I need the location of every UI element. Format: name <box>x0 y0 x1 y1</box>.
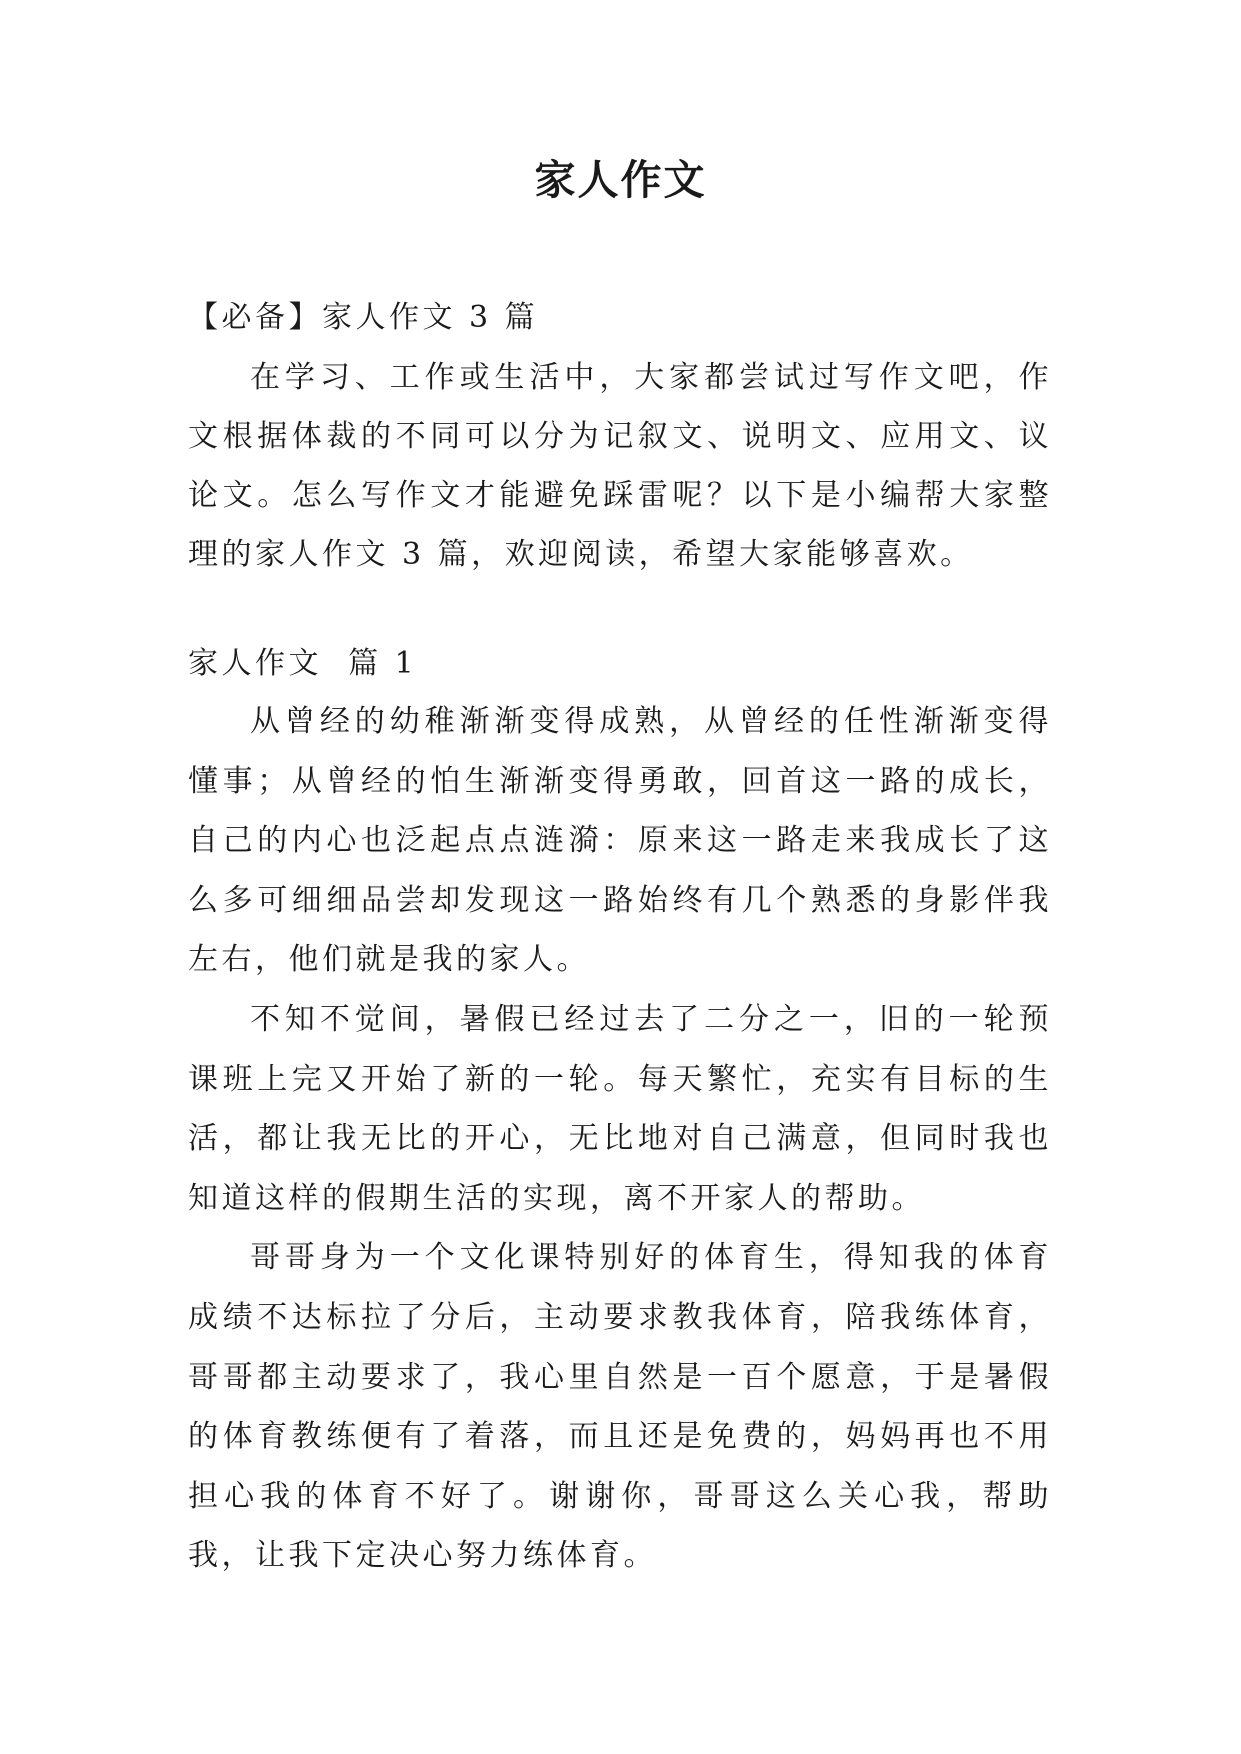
section-heading: 家人作文 篇 1 <box>188 646 418 681</box>
document-subtitle: 【必备】家人作文 3 篇 <box>188 300 539 335</box>
article-paragraph: 从曾经的幼稚渐渐变得成熟，从曾经的任性渐渐变得懂事；从曾经的怕生渐渐变得勇敢，回首这一路的成长，自己的内心也泛起点点涟漪：原来这一路走来我成长了这么多可细细品尝却发现这一路始终有几个熟悉的身影伴我左右，他们就是我的家人。 <box>188 704 1052 978</box>
article-paragraph: 哥哥身为一个文化课特别好的体育生，得知我的体育成绩不达标拉了分后，主动要求教我体育，陪我练体育，哥哥都主动要求了，我心里自然是一百个愿意，于是暑假的体育教练便有了着落，而且还是免费的，妈妈再也不用担心我的体育不好了。谢谢你，哥哥这么关心我，帮助我，让我下定决心努力练体育。 <box>188 1240 1052 1574</box>
article-paragraph: 不知不觉间，暑假已经过去了二分之一，旧的一轮预课班上完又开始了新的一轮。每天繁忙，充实有目标的生活，都让我无比的开心，无比地对自己满意，但同时我也知道这样的假期生活的实现，离不开家人的帮助。 <box>188 1001 1052 1216</box>
article-body <box>188 692 1052 1586</box>
document-title: 家人作文 <box>534 156 707 204</box>
intro-paragraph: 在学习、工作或生活中，大家都尝试过写作文吧，作文根据体裁的不同可以分为记叙文、说明文、应用文、议论文。怎么写作文才能避免踩雷呢？以下是小编帮大家整理的家人作文 3 篇，欢迎阅读，希望大家能够喜欢。 <box>188 360 1052 572</box>
